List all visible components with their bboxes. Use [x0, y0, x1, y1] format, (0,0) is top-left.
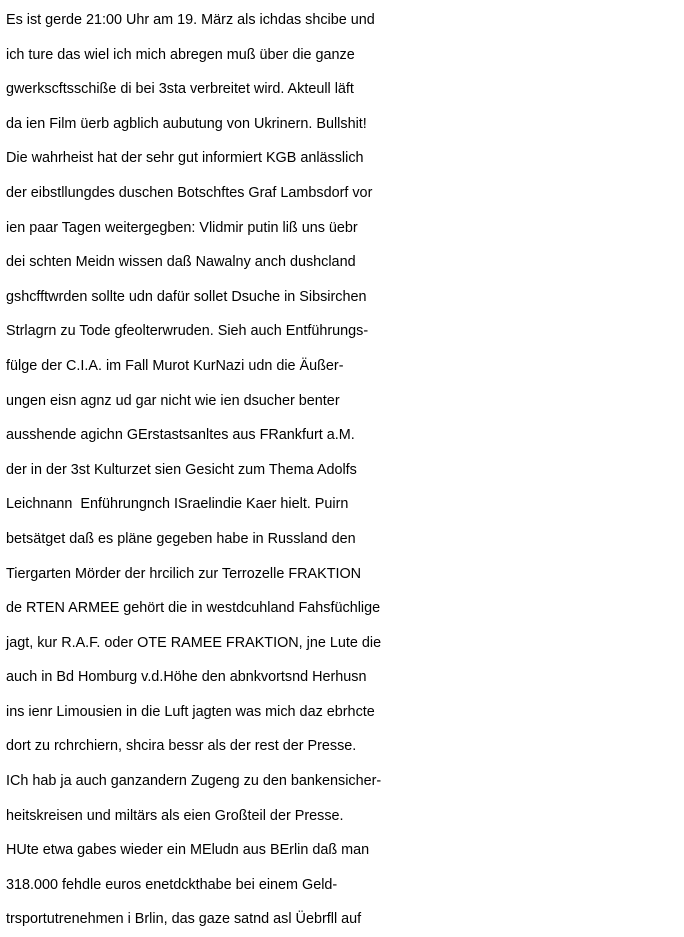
text-line-9: gshcfftwrden sollte udn dafür sollet Dsuche in Sibsirchen — [6, 288, 367, 305]
text-line-24: heitskreisen und miltärs als eien Großteil der Presse. — [6, 807, 344, 824]
text-line-23: ICh hab ja auch ganzandern Zugeng zu den bankensicher- — [6, 773, 382, 790]
text-line-17: Tiergarten Mörder der hrcilich zur Terrozelle FRAKTION — [6, 565, 362, 582]
text-line-16: betsätget daß es pläne gegeben habe in Russland den — [6, 530, 356, 547]
text-line-4: da ien Film üerb agblich aubutung von Ukrinern. Bullshit! — [6, 115, 367, 132]
text-line-8: dei schten Meidn wissen daß Nawalny anch dushcland — [6, 254, 356, 271]
text-line-25: HUte etwa gabes wieder ein MEludn aus BErlin daß man — [6, 842, 370, 859]
text-line-11: fülge der C.I.A. im Fall Murot KurNazi udn die Äußer- — [6, 357, 344, 374]
text-line-1: Es ist gerde 21:00 Uhr am 19. März als ichdas shcibe und — [6, 12, 375, 28]
text-line-19: jagt, kur R.A.F. oder OTE RAMEE FRAKTION, jne Lute die — [6, 634, 382, 651]
text-line-7: ien paar Tagen weitergegben: Vlidmir putin liß uns üebr — [6, 219, 358, 236]
text-line-26: 318.000 fehdle euros enetdckthabe bei einem Geld- — [6, 876, 338, 893]
text-line-22: dort zu rchrchiern, shcira bessr als der rest der Presse. — [6, 738, 357, 755]
text-line-15: Leichnann Enführungnch ISraelindie Kaer hielt. Puirn — [6, 496, 349, 513]
text-line-18: de RTEN ARMEE gehört die in westdcuhland Fahsfüchlige — [6, 600, 381, 617]
text-line-13: ausshende agichn GErstastsanltes aus FRankfurt a.M. — [6, 427, 355, 444]
document-text — [6, 3, 682, 937]
text-line-12: ungen eisn agnz ud gar nicht wie ien dsucher benter — [6, 392, 340, 409]
text-line-20: auch in Bd Homburg v.d.Höhe den abnkvortsnd Herhusn — [6, 669, 367, 686]
text-line-5: Die wahrheist hat der sehr gut informiert KGB anlässlich — [6, 150, 364, 167]
text-line-21: ins ienr Limousien in die Luft jagten was mich daz ebrhcte — [6, 703, 375, 720]
text-line-14: der in der 3st Kulturzet sien Gesicht zum Thema Adolfs — [6, 461, 357, 478]
text-line-27: trsportutrenehmen i Brlin, das gaze satnd asl Üebrfll auf — [6, 911, 362, 928]
text-line-2: ich ture das wiel ich mich abregen muß über die ganze — [6, 46, 355, 63]
text-line-6: der eibstllungdes duschen Botschftes Graf Lambsdorf vor — [6, 184, 373, 201]
text-line-3: gwerkscftsschiße di bei 3sta verbreitet wird. Akteull läft — [6, 81, 354, 98]
text-line-10: Strlagrn zu Tode gfeolterwruden. Sieh auch Entführungs- — [6, 323, 369, 340]
